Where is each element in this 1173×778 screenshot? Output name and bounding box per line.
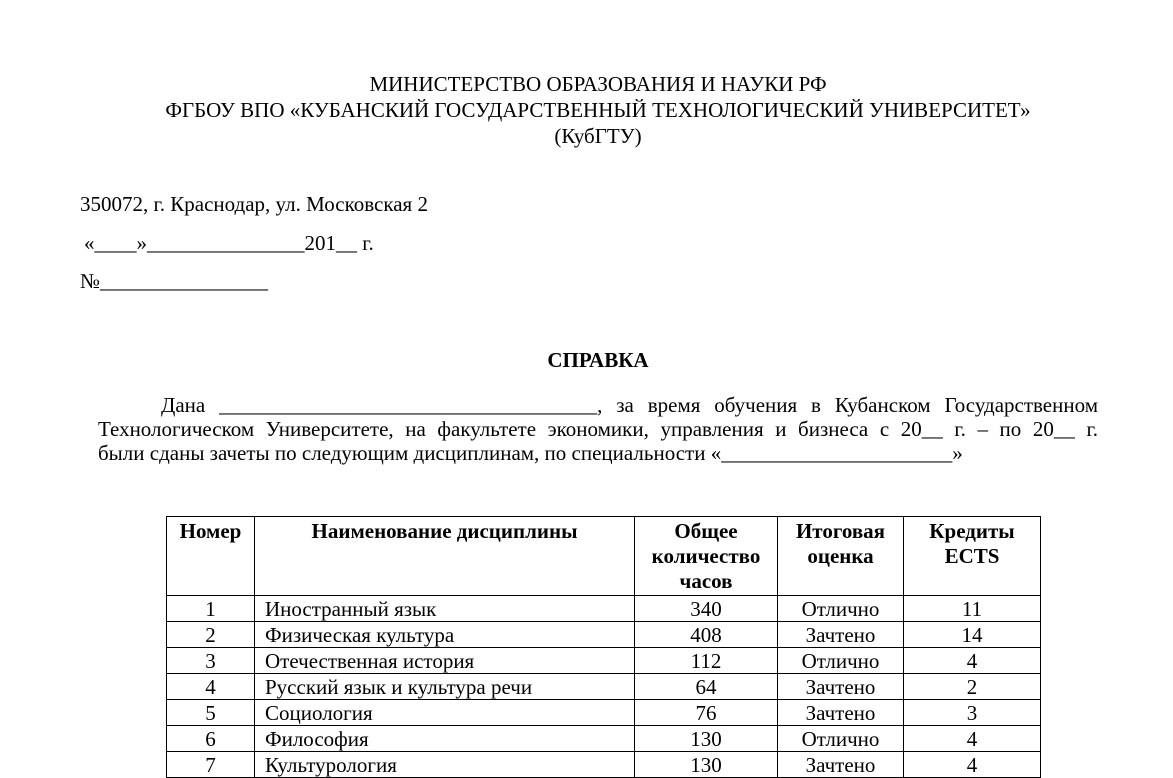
table-row — [167, 674, 1041, 700]
header-discipline — [255, 517, 635, 596]
header-number — [167, 517, 255, 596]
table-row — [167, 596, 1041, 622]
table-row — [167, 752, 1041, 778]
university-heading: ФГБОУ ВПО «КУБАНСКИЙ ГОСУДАРСТВЕННЫЙ ТЕХНОЛОГИЧЕСКИЙ УНИВЕРСИТЕТ» — [165, 98, 1031, 122]
row-hours: 64 — [635, 674, 778, 700]
row-grade: Зачтено — [778, 622, 904, 648]
header-discipline-label: Наименование дисциплины — [311, 519, 578, 543]
row-hours: 112 — [635, 648, 778, 674]
header-grade-line2: оценка — [807, 544, 874, 568]
row-number: 4 — [167, 674, 255, 700]
row-grade: Зачтено — [778, 752, 904, 778]
row-number: 5 — [167, 700, 255, 726]
address-line: 350072, г. Краснодар, ул. Московская 2 — [80, 192, 428, 216]
row-grade: Отлично — [778, 726, 904, 752]
header-grade — [778, 517, 904, 596]
grades-table — [166, 516, 1041, 778]
row-discipline: Иностранный язык — [255, 596, 635, 622]
table-row — [167, 700, 1041, 726]
row-hours: 340 — [635, 596, 778, 622]
document-title: СПРАВКА — [547, 348, 649, 372]
header-grade-line1: Итоговая — [795, 519, 886, 543]
row-grade: Отлично — [778, 648, 904, 674]
row-ects: 14 — [904, 622, 1041, 648]
row-hours: 76 — [635, 700, 778, 726]
row-number: 3 — [167, 648, 255, 674]
table-header-row — [167, 517, 1041, 596]
row-number: 7 — [167, 752, 255, 778]
row-discipline: Культурология — [255, 752, 635, 778]
row-hours: 130 — [635, 752, 778, 778]
header-ects — [904, 517, 1041, 596]
row-ects: 4 — [904, 752, 1041, 778]
row-ects: 11 — [904, 596, 1041, 622]
university-abbreviation: (КубГТУ) — [554, 124, 642, 148]
header-hours-line2: количество — [651, 544, 761, 568]
row-number: 1 — [167, 596, 255, 622]
row-ects: 3 — [904, 700, 1041, 726]
header-ects-line2: ECTS — [944, 544, 1000, 568]
row-hours: 408 — [635, 622, 778, 648]
paragraph-line-1: Дана ____________________________________, за время обучения в Кубанском Государственном — [161, 393, 1098, 417]
paragraph-line-3: были сданы зачеты по следующим дисциплинам, по специальности «______________________» — [98, 441, 963, 465]
row-discipline: Отечественная история — [255, 648, 635, 674]
table-row — [167, 726, 1041, 752]
header-hours-line1: Общее — [674, 519, 738, 543]
paragraph-line-2: Технологическом Университете, на факультете экономики, управления и бизнеса с 20__ г. – по 20__ г. — [98, 417, 1098, 441]
header-ects-line1: Кредиты — [929, 519, 1015, 543]
header-hours — [635, 517, 778, 596]
row-grade: Отлично — [778, 596, 904, 622]
row-discipline: Русский язык и культура речи — [255, 674, 635, 700]
number-line: №________________ — [80, 269, 269, 293]
header-hours-line3: часов — [679, 569, 733, 593]
row-number: 6 — [167, 726, 255, 752]
row-discipline: Физическая культура — [255, 622, 635, 648]
row-hours: 130 — [635, 726, 778, 752]
ministry-heading: МИНИСТЕРСТВО ОБРАЗОВАНИЯ И НАУКИ РФ — [369, 72, 827, 96]
row-ects: 2 — [904, 674, 1041, 700]
row-grade: Зачтено — [778, 700, 904, 726]
table-row — [167, 622, 1041, 648]
header-number-label: Номер — [179, 519, 242, 543]
row-number: 2 — [167, 622, 255, 648]
row-discipline: Социология — [255, 700, 635, 726]
date-line: «____»_______________201__ г. — [84, 231, 374, 255]
table-row — [167, 648, 1041, 674]
row-ects: 4 — [904, 648, 1041, 674]
row-grade: Зачтено — [778, 674, 904, 700]
row-ects: 4 — [904, 726, 1041, 752]
row-discipline: Философия — [255, 726, 635, 752]
